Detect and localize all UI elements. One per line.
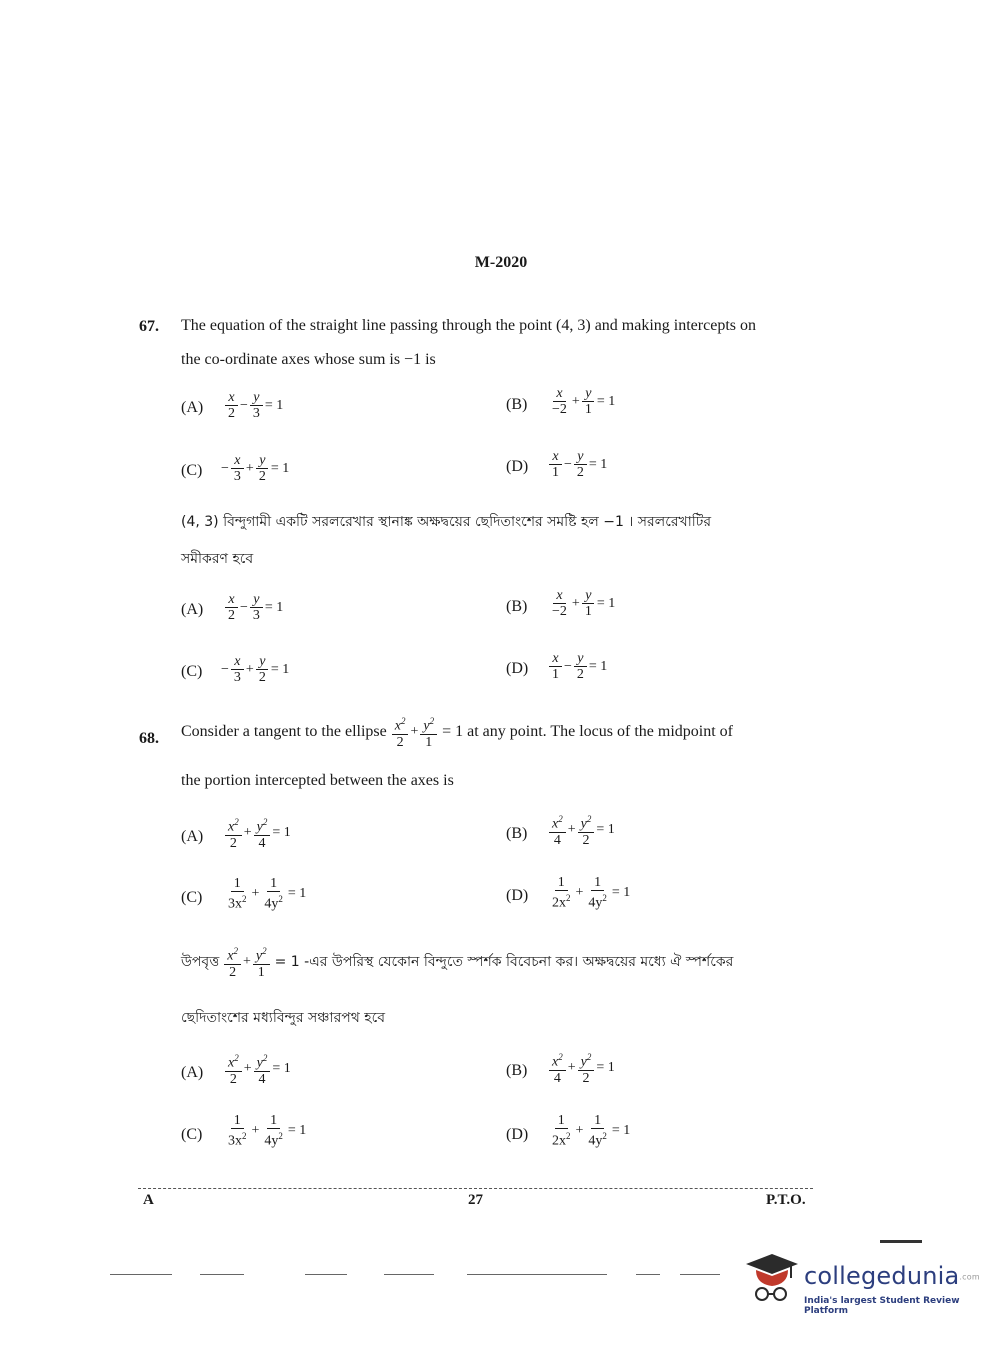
q68b-opt-d-equation: $\frac{1}{2x^2}$ + $\frac{1}{4y^2}$ = 1 (552, 1113, 631, 1149)
paper-code: M-2020 (474, 254, 528, 271)
q68b-opt-c-label: (C) (181, 1126, 203, 1143)
q67-opt-d-label: (D) (506, 458, 529, 475)
q67-opt-a-label: (A) (181, 399, 204, 416)
q67b-opt-d-label: (D) (506, 660, 529, 677)
scan-dash (305, 1274, 347, 1275)
q67-line1: The equation of the straight line passing through the point (4, 3) and making intercepts on (181, 317, 756, 334)
q67b-opt-b-equation: $\frac{x}{-2}$ + $\frac{y}{1}$ = 1 (552, 588, 616, 619)
q68b-opt-c-equation: $\frac{1}{3x^2}$ + $\frac{1}{4y^2}$ = 1 (228, 1113, 307, 1149)
collegedunia-logo-icon (742, 1252, 804, 1308)
q67b-opt-a-label: (A) (181, 601, 204, 618)
q67-opt-b-label: (B) (506, 396, 528, 413)
q68-opt-b-label: (B) (506, 825, 528, 842)
footer-divider (138, 1188, 813, 1189)
q68-opt-a-equation: $\frac{x^2}{2}$ + $\frac{y^2}{4}$ = 1 (224, 815, 292, 851)
q68b-opt-d-label: (D) (506, 1126, 529, 1143)
watermark-suffix: .com (959, 1272, 980, 1282)
q67b-opt-c-equation: − $\frac{x}{3}$ + $\frac{y}{2}$ = 1 (221, 654, 290, 685)
scan-dash (636, 1274, 660, 1275)
scan-mark (880, 1240, 922, 1243)
q68b-opt-a-equation: $\frac{x^2}{2}$ + $\frac{y^2}{4}$ = 1 (224, 1051, 292, 1087)
q67-opt-c-equation: − $\frac{x}{3}$ + $\frac{y}{2}$ = 1 (221, 453, 290, 484)
footer-page-number: 27 (468, 1192, 483, 1208)
footer-pto: P.T.O. (766, 1192, 806, 1208)
watermark-tagline: India's largest Student Review Platform (804, 1296, 960, 1316)
q68-text-part2: = 1 at any point. The locus of the midpoint of (442, 722, 733, 740)
q67-opt-b-equation: $\frac{x}{-2}$ + $\frac{y}{1}$ = 1 (552, 386, 616, 417)
q68-bengali-line2: ছেদিতাংশের মধ্যবিন্দুর সঞ্চারপথ হবে (181, 1010, 386, 1026)
q68-opt-d-equation: $\frac{1}{2x^2}$ + $\frac{1}{4y^2}$ = 1 (552, 875, 631, 911)
q67b-opt-b-label: (B) (506, 598, 528, 615)
q68b-opt-a-label: (A) (181, 1064, 204, 1081)
q67b-opt-a-equation: $\frac{x}{2}$ − $\frac{y}{3}$ = 1 (224, 592, 284, 623)
watermark-brand: collegedunia.com (804, 1262, 980, 1290)
q68-opt-a-label: (A) (181, 828, 204, 845)
q67-line2: the co-ordinate axes whose sum is −1 is (181, 351, 436, 368)
q68-bengali-line1 (181, 944, 733, 980)
q68-bengali-suffix: = 1 -এর উপরিস্থ যেকোন বিন্দুতে স্পর্শক বিবেচনা কর। অক্ষদ্বয়ের মধ্যে ঐ স্পর্শকের (274, 953, 734, 970)
q67-opt-a-equation: $\frac{x}{2}$ − $\frac{y}{3}$ = 1 (224, 390, 284, 421)
q68-bengali-ellipse-equation: $\frac{x^2}{2}$ + $\frac{y^2}{1}$ (223, 944, 270, 980)
q68b-opt-b-label: (B) (506, 1062, 528, 1079)
q68-ellipse-equation: $\frac{x^2}{2}$ + $\frac{y^2}{1}$ (391, 714, 438, 750)
q68-text-part1: Consider a tangent to the ellipse (181, 722, 387, 740)
scan-dash (384, 1274, 434, 1275)
q67-opt-d-equation: $\frac{x}{1}$ − $\frac{y}{2}$ = 1 (548, 449, 608, 480)
q67b-opt-d-equation: $\frac{x}{1}$ − $\frac{y}{2}$ = 1 (548, 651, 608, 682)
q67-number: 67. (139, 318, 159, 335)
scan-dash (110, 1274, 172, 1275)
q68-line1 (181, 714, 733, 750)
q68-bengali-prefix: উপবৃত্ত (181, 953, 220, 970)
q67-opt-c-label: (C) (181, 462, 203, 479)
scan-dash (200, 1274, 244, 1275)
q67b-opt-c-label: (C) (181, 663, 203, 680)
q68-opt-d-label: (D) (506, 887, 529, 904)
q68-line2: the portion intercepted between the axes is (181, 772, 454, 789)
q68-opt-c-equation: $\frac{1}{3x^2}$ + $\frac{1}{4y^2}$ = 1 (228, 876, 307, 912)
q68-opt-c-label: (C) (181, 889, 203, 906)
scan-dash (680, 1274, 720, 1275)
q67-bengali-line1: (4, 3) বিন্দুগামী একটি সরলরেখার স্থানাঙ্ক অক্ষদ্বয়ের ছেদিতাংশের সমষ্টি হল −1 । সরলরেখাটির (181, 514, 712, 530)
q68b-opt-b-equation: $\frac{x^2}{4}$ + $\frac{y^2}{2}$ = 1 (548, 1050, 616, 1086)
scan-dash (467, 1274, 607, 1275)
q67-text (181, 309, 811, 377)
q68-opt-b-equation: $\frac{x^2}{4}$ + $\frac{y^2}{2}$ = 1 (548, 812, 616, 848)
q68-number: 68. (139, 730, 159, 747)
q67-bengali-line2: সমীকরণ হবে (181, 551, 254, 567)
footer-set-code: A (143, 1192, 154, 1208)
